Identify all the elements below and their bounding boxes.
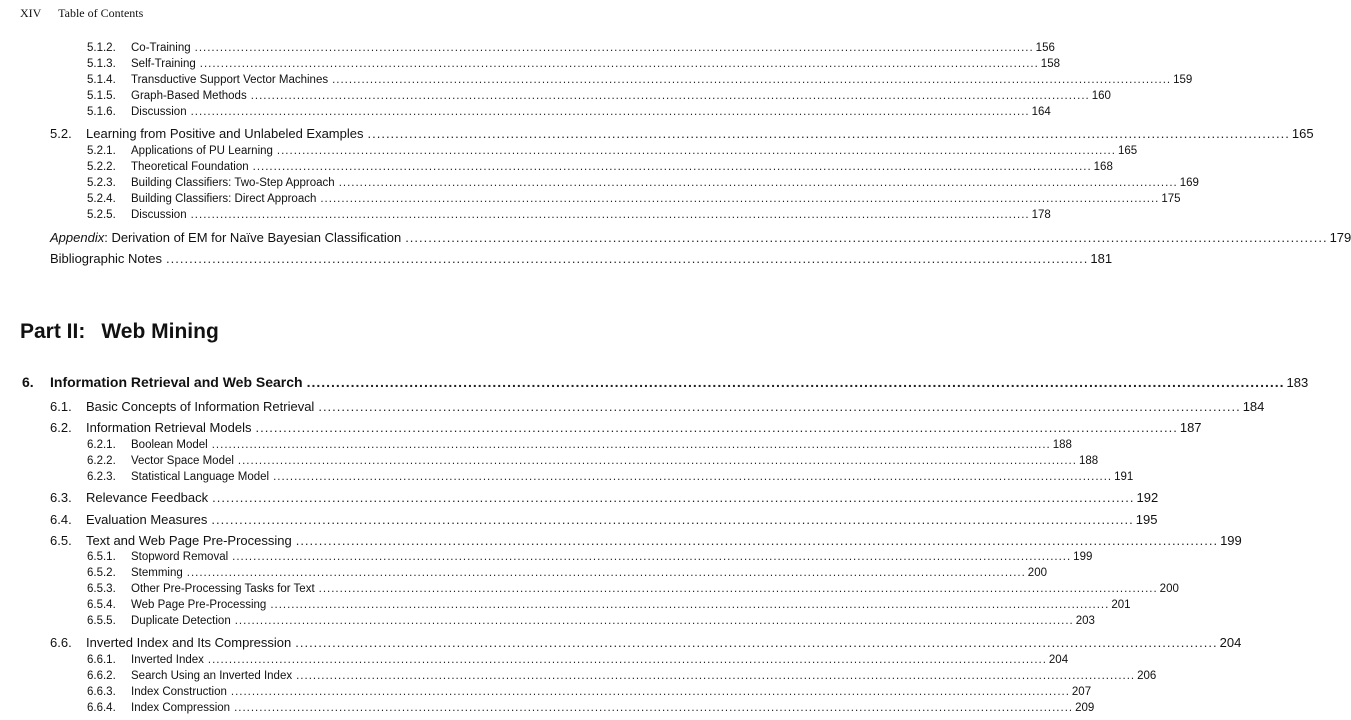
dot-leader: ........................................................................................................................................................................................................ [194, 42, 1034, 54]
toc-entry[interactable] [87, 42, 1055, 57]
page-ref: 187 [1179, 420, 1202, 435]
section-title: Basic Concepts of Information Retrieval [86, 399, 315, 414]
dot-leader: ........................................................................................................................................................................................................ [250, 90, 1090, 102]
toc-entry[interactable] [87, 615, 1095, 630]
running-header [20, 6, 157, 21]
toc-entry[interactable] [87, 599, 1131, 614]
section-number: 5.1.3. [87, 58, 116, 70]
section-title: Other Pre-Processing Tasks for Text [131, 583, 315, 595]
toc-entry[interactable] [87, 654, 1069, 669]
chapter-title: Information Retrieval and Web Search [50, 374, 303, 390]
toc-entry[interactable] [87, 567, 1047, 582]
part-title: Web Mining [101, 320, 219, 343]
toc-entry[interactable] [87, 439, 1072, 454]
section-number: 5.2.1. [87, 145, 116, 157]
toc-entry[interactable] [87, 702, 1095, 717]
page-ref: 203 [1075, 615, 1095, 627]
section-title: Self-Training [131, 58, 196, 70]
toc-entry[interactable] [50, 512, 1158, 530]
appendix-subtitle: : Derivation of EM for Naïve Bayesian Classification [104, 230, 402, 245]
toc-entry[interactable] [87, 58, 1060, 73]
dot-leader: ........................................................................................................................................................................................................ [405, 230, 1328, 245]
toc-entry[interactable] [50, 533, 1242, 551]
section-number: 6.6. [50, 635, 72, 650]
dot-leader: ........................................................................................................................................................................................................ [318, 399, 1241, 414]
section-title: Applications of PU Learning [131, 145, 273, 157]
section-title: Index Compression [131, 702, 231, 714]
section-number: 5.1.5. [87, 90, 116, 102]
page-ref: 183 [1286, 375, 1309, 390]
page-ref: 207 [1071, 686, 1092, 698]
toc-entry[interactable] [87, 209, 1051, 224]
section-title: Graph-Based Methods [131, 90, 247, 102]
dot-leader: ........................................................................................................................................................................................................ [295, 533, 1219, 548]
toc-entry[interactable] [87, 670, 1157, 685]
section-number: 5.1.2. [87, 42, 116, 54]
section-number: 5.2.3. [87, 177, 116, 189]
dot-leader: ........................................................................................................................................................................................................ [186, 567, 1026, 579]
section-number: 6.5.3. [87, 583, 116, 595]
page-ref: 181 [1090, 251, 1113, 266]
page-ref: 160 [1091, 90, 1111, 102]
page-ref: 204 [1219, 635, 1242, 650]
dot-leader: ........................................................................................................................................................................................................ [207, 654, 1047, 666]
toc-entry[interactable] [87, 161, 1113, 176]
dot-leader: ........................................................................................................................................................................................................ [320, 193, 1160, 205]
page-ref: 179 [1329, 230, 1351, 245]
part-heading [20, 320, 235, 344]
dot-leader: ........................................................................................................................................................................................................ [255, 420, 1178, 435]
section-number: 6.2.2. [87, 455, 116, 467]
section-number: 5.2.5. [87, 209, 116, 221]
page-ref: 158 [1040, 58, 1060, 70]
dot-leader: ........................................................................................................................................................................................................ [234, 702, 1074, 714]
section-number: 6.2. [50, 420, 72, 435]
toc-entry[interactable] [50, 126, 1314, 144]
section-number: 6.4. [50, 512, 72, 527]
toc-entry[interactable] [87, 177, 1199, 192]
section-title: Learning from Positive and Unlabeled Examples [86, 126, 364, 141]
page-ref: 169 [1179, 177, 1199, 189]
dot-leader: ........................................................................................................................................................................................................ [270, 599, 1110, 611]
dot-leader: ........................................................................................................................................................................................................ [367, 126, 1290, 141]
page-ref: 156 [1035, 42, 1055, 54]
toc-entry[interactable] [87, 551, 1093, 566]
section-title: Bibliographic Notes [50, 251, 163, 266]
toc-entry[interactable] [50, 490, 1159, 508]
section-title: Text and Web Page Pre-Processing [86, 533, 292, 548]
section-number: 6.2.3. [87, 471, 116, 483]
dot-leader: ........................................................................................................................................................................................................ [318, 583, 1158, 595]
section-number: 6.6.2. [87, 670, 116, 682]
section-number: 5.1.4. [87, 74, 116, 86]
page-ref: 204 [1048, 654, 1069, 666]
section-number: 5.1.6. [87, 106, 116, 118]
page-ref: 164 [1031, 106, 1051, 118]
toc-entry[interactable] [87, 145, 1138, 160]
page-ref: 188 [1052, 439, 1072, 451]
section-number: 6.5.1. [87, 551, 116, 563]
dot-leader: ........................................................................................................................................................................................................ [190, 106, 1030, 118]
section-title: Discussion [131, 209, 187, 221]
page-ref: 206 [1137, 670, 1157, 682]
dot-leader: ........................................................................................................................................................................................................ [273, 471, 1113, 483]
dot-leader: ........................................................................................................................................................................................................ [332, 74, 1172, 86]
dot-leader: ........................................................................................................................................................................................................ [306, 374, 1285, 390]
section-title: Stopword Removal [131, 551, 229, 563]
toc-entry[interactable] [87, 106, 1051, 121]
dot-leader: ........................................................................................................................................................................................................ [234, 615, 1074, 627]
appendix-label: Appendix [50, 230, 105, 245]
part-label: Part II: [20, 320, 86, 343]
page-ref: 159 [1173, 74, 1193, 86]
dot-leader: ........................................................................................................................................................................................................ [211, 439, 1051, 451]
dot-leader: ........................................................................................................................................................................................................ [295, 635, 1218, 650]
section-number: 6.6.3. [87, 686, 116, 698]
toc-entry[interactable] [87, 471, 1134, 486]
section-title: Relevance Feedback [86, 490, 209, 505]
section-number: 5.2.4. [87, 193, 116, 205]
page-ref: 178 [1031, 209, 1051, 221]
dot-leader: ........................................................................................................................................................................................................ [230, 686, 1070, 698]
page-ref: 192 [1136, 490, 1159, 505]
dot-leader: ........................................................................................................................................................................................................ [232, 551, 1072, 563]
page-ref: 165 [1117, 145, 1138, 157]
running-title: Table of Contents [58, 6, 144, 20]
section-title: Search Using an Inverted Index [131, 670, 293, 682]
section-number: 5.2. [50, 126, 72, 141]
page-ref: 175 [1161, 193, 1181, 205]
dot-leader: ........................................................................................................................................................................................................ [276, 145, 1116, 157]
chapter-number: 6. [22, 374, 34, 390]
section-number: 6.1. [50, 399, 72, 414]
toc-entry-appendix[interactable] [50, 230, 1351, 248]
dot-leader: ........................................................................................................................................................................................................ [190, 209, 1030, 221]
page-ref: 195 [1135, 512, 1158, 527]
section-title: Co-Training [131, 42, 191, 54]
dot-leader: ........................................................................................................................................................................................................ [166, 251, 1089, 266]
page-ref: 191 [1114, 471, 1134, 483]
dot-leader: ........................................................................................................................................................................................................ [237, 455, 1077, 467]
toc-entry[interactable] [87, 583, 1179, 598]
section-title: Discussion [131, 106, 187, 118]
section-title: Information Retrieval Models [86, 420, 252, 435]
section-number: 5.2.2. [87, 161, 116, 173]
page-ref: 200 [1159, 583, 1179, 595]
section-title: Inverted Index [131, 654, 204, 666]
section-number: 6.5.2. [87, 567, 116, 579]
page-ref: 200 [1027, 567, 1047, 579]
page-ref: 201 [1111, 599, 1131, 611]
section-number: 6.5.4. [87, 599, 116, 611]
section-title: Theoretical Foundation [131, 161, 249, 173]
section-title: Evaluation Measures [86, 512, 208, 527]
section-number: 6.6.1. [87, 654, 116, 666]
toc-entry[interactable] [50, 420, 1202, 438]
section-title: Web Page Pre-Processing [131, 599, 267, 611]
section-title: Vector Space Model [131, 455, 234, 467]
dot-leader: ........................................................................................................................................................................................................ [252, 161, 1092, 173]
toc-entry[interactable] [50, 399, 1265, 417]
page-ref: 199 [1073, 551, 1093, 563]
page-ref: 168 [1093, 161, 1113, 173]
section-title: Inverted Index and Its Compression [86, 635, 292, 650]
page-ref: 184 [1242, 399, 1265, 414]
page-ref: 165 [1291, 126, 1314, 141]
toc-chapter-entry[interactable] [22, 374, 1309, 394]
dot-leader: ........................................................................................................................................................................................................ [199, 58, 1039, 70]
page-ref: 199 [1220, 533, 1242, 548]
toc-entry[interactable] [87, 90, 1111, 105]
section-title: Building Classifiers: Direct Approach [131, 193, 317, 205]
toc-entry[interactable] [87, 455, 1099, 470]
page-ref: 209 [1075, 702, 1095, 714]
section-title: Duplicate Detection [131, 615, 231, 627]
dot-leader: ........................................................................................................................................................................................................ [338, 177, 1178, 189]
section-number: 6.5.5. [87, 615, 116, 627]
section-number: 6.3. [50, 490, 72, 505]
section-title: Building Classifiers: Two-Step Approach [131, 177, 335, 189]
section-number: 6.2.1. [87, 439, 116, 451]
page-number: XIV [20, 6, 42, 20]
dot-leader: ........................................................................................................................................................................................................ [212, 490, 1135, 505]
section-title: Statistical Language Model [131, 471, 270, 483]
toc-entry[interactable] [87, 193, 1181, 208]
dot-leader: ........................................................................................................................................................................................................ [296, 670, 1136, 682]
section-title: Boolean Model [131, 439, 208, 451]
toc-entry-bibliographic-notes[interactable] [50, 251, 1113, 269]
dot-leader: ........................................................................................................................................................................................................ [211, 512, 1134, 527]
section-title: Stemming [131, 567, 183, 579]
section-number: 6.6.4. [87, 702, 116, 714]
page-ref: 188 [1078, 455, 1099, 467]
section-title: Transductive Support Vector Machines [131, 74, 329, 86]
section-title: Index Construction [131, 686, 227, 698]
section-number: 6.5. [50, 533, 72, 548]
toc-entry[interactable] [87, 74, 1193, 89]
toc-entry[interactable] [50, 635, 1242, 653]
appendix-title [50, 230, 401, 245]
toc-entry[interactable] [87, 686, 1092, 701]
